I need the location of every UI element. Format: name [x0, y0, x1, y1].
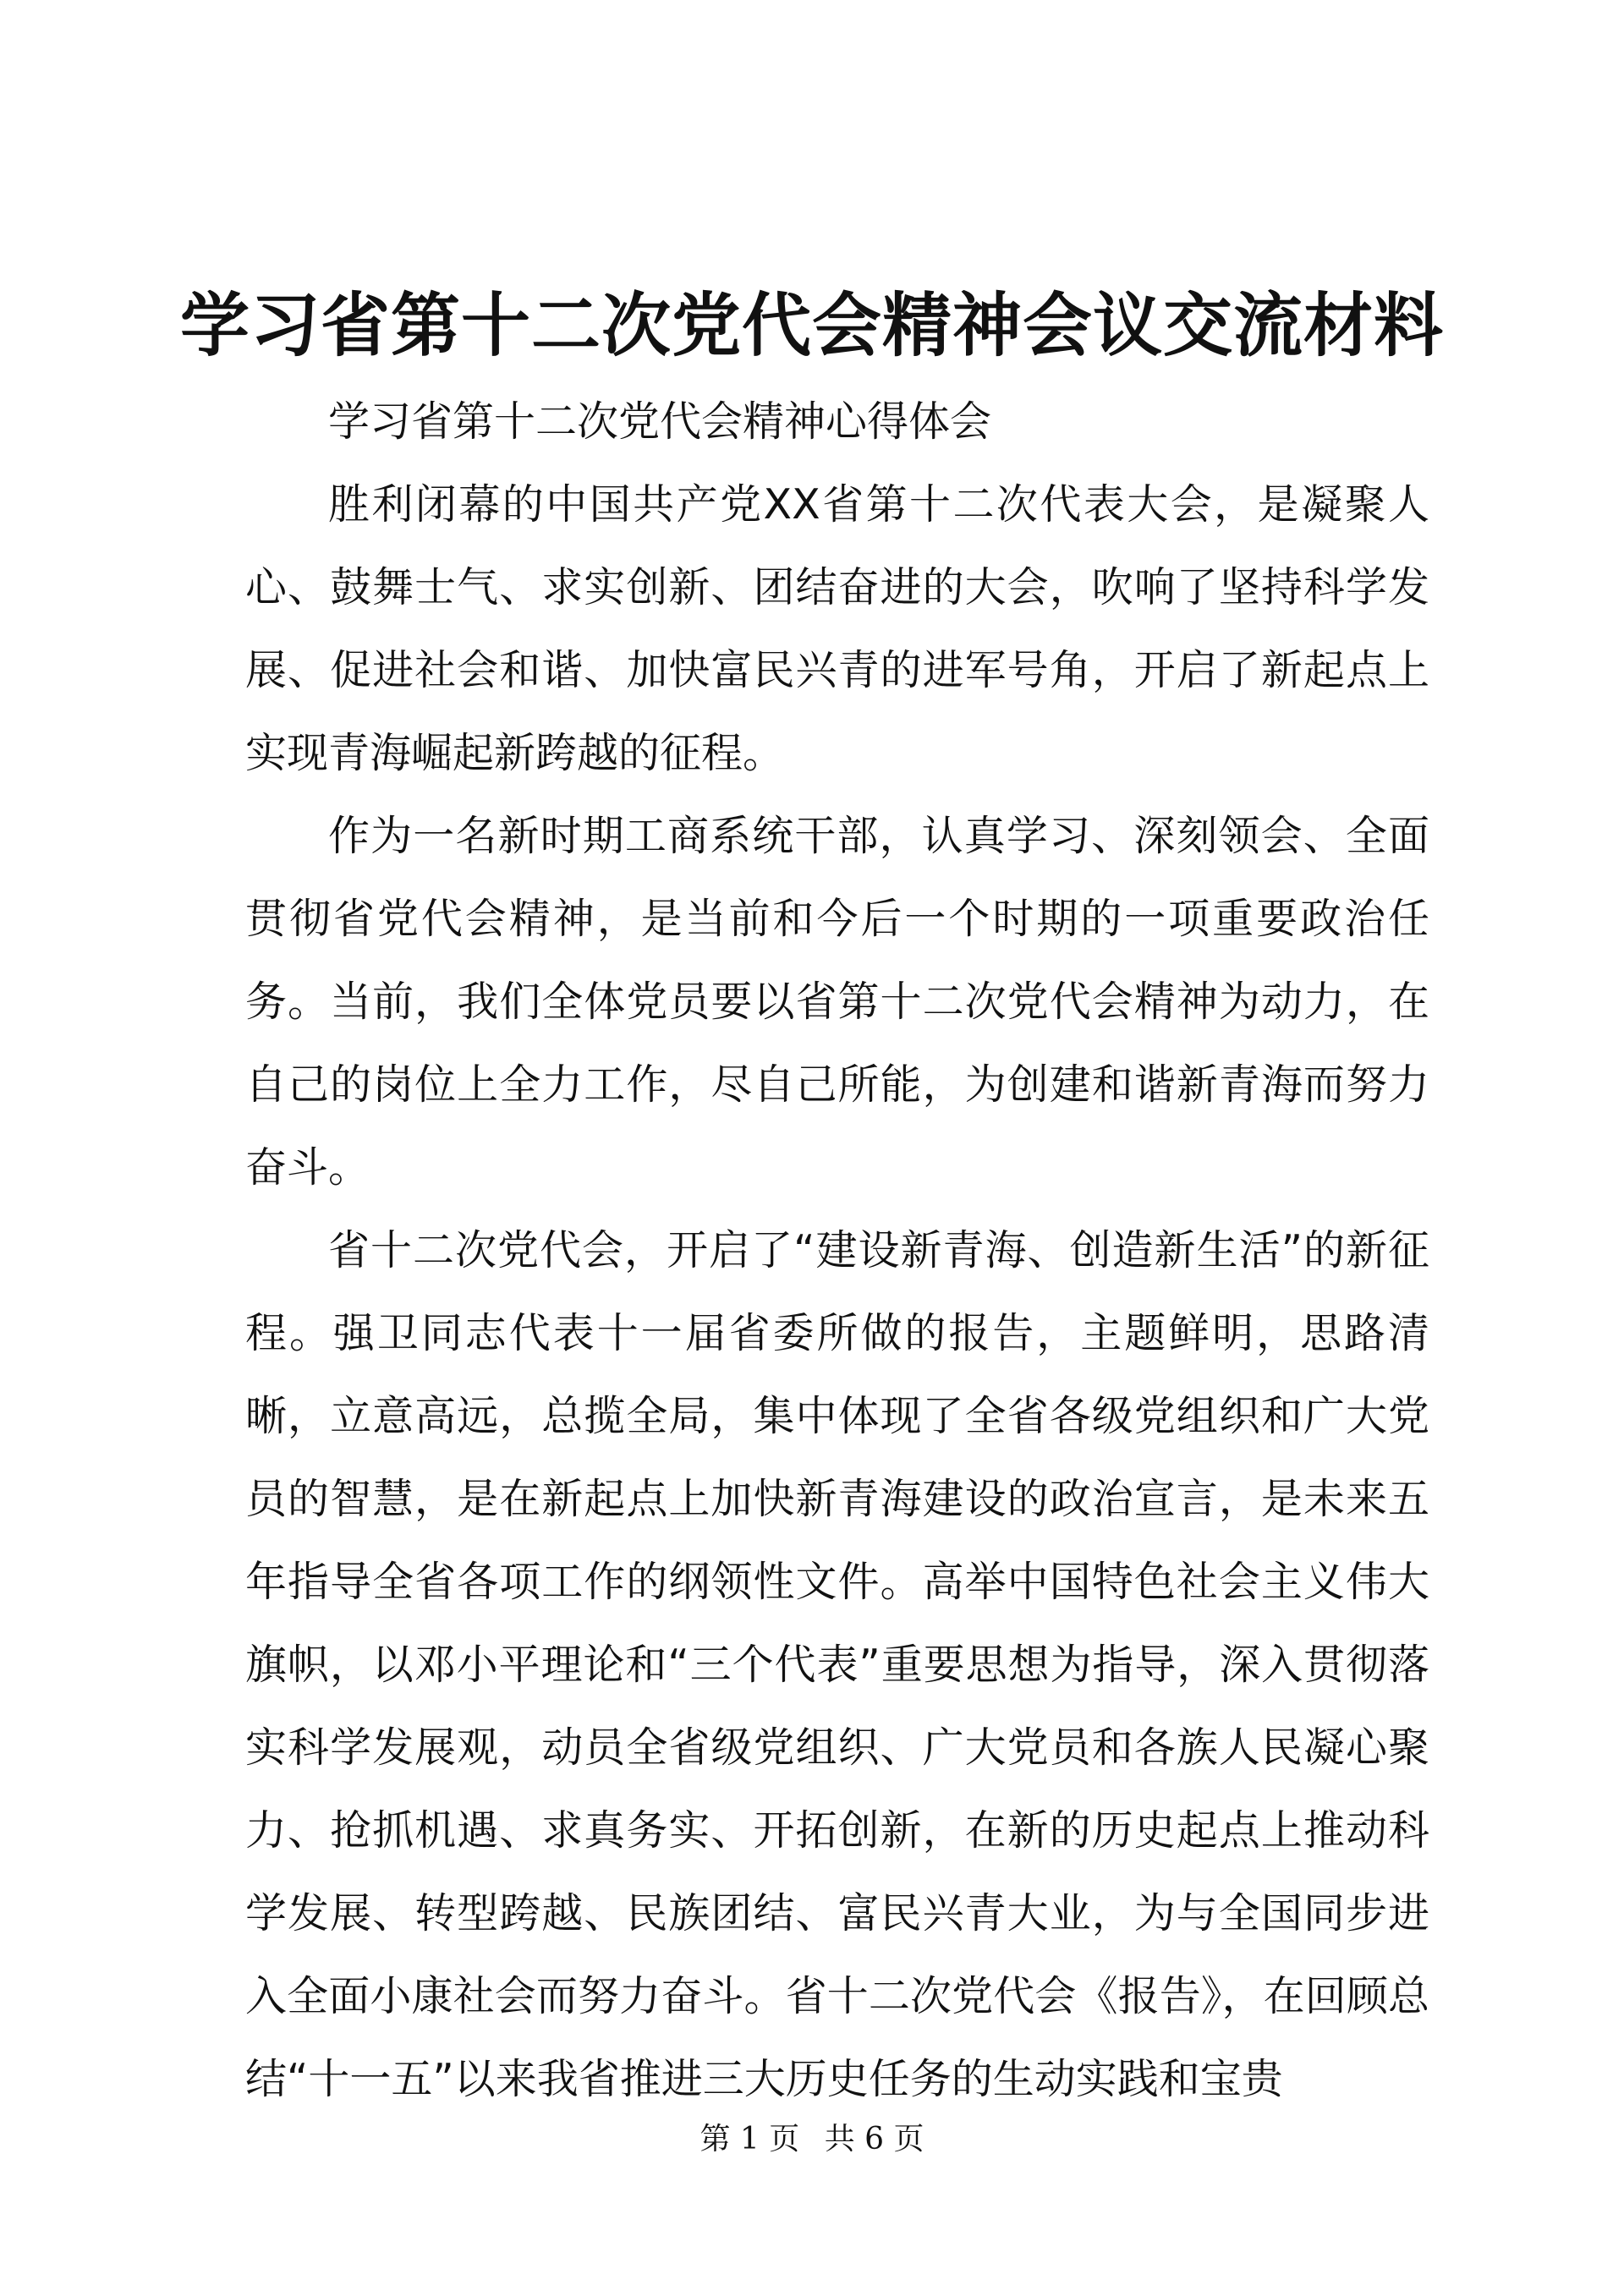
document-body — [245, 381, 1429, 2121]
document-title: 学习省第十二次党代会精神会议交流材料 — [179, 285, 1444, 366]
page-number: 第 1 页 — [700, 2122, 800, 2156]
document-subtitle: 学习省第十二次党代会精神心得体会 — [328, 397, 992, 446]
paragraph-2: 作为一名新时期工商系统干部，认真学习、深刻领会、全面贯彻省党代会精神，是当前和今后一个时期的一项重要政治任务。当前，我们全体党员要以省第十二次党代会精神为动力，在自己的岗位上全力工作，尽自己所能，为创建和谐新青海而努力奋斗。 — [245, 812, 1429, 1192]
page-total: 共 6 页 — [824, 2122, 924, 2156]
paragraph-3: 省十二次党代会，开启了“建设新青海、创造新生活”的新征程。强卫同志代表十一届省委所做的报告，主题鲜明，思路清晰，立意高远，总揽全局，集中体现了全省各级党组织和广大党员的智慧，是在新起点上加快新青海建设的政治宣言，是未来五年指导全省各项工作的纲领性文件。高举中国特色社会主义伟大旗帜，以邓小平理论和“三个代表”重要思想为指导，深入贯彻落实科学发展观，动员全省级党组织、广大党员和各族人民凝心聚力、抢抓机遇、求真务实、开拓创新，在新的历史起点上推动科学发展、转型跨越、民族团结、富民兴青大业，为与全国同步进入全面小康社会而努力奋斗。省十二次党代会《报告》，在回顾总结“十一五”以来我省推进三大历史任务的生动实践和宝贵 — [245, 1226, 1429, 2103]
page-footer — [0, 2118, 1624, 2161]
paragraph-1: 胜利闭幕的中国共产党XX省第十二次代表大会，是凝聚人心、鼓舞士气、求实创新、团结奋进的大会，吹响了坚持科学发展、促进社会和谐、加快富民兴青的进军号角，开启了新起点上实现青海崛起新跨越的征程。 — [245, 480, 1429, 777]
